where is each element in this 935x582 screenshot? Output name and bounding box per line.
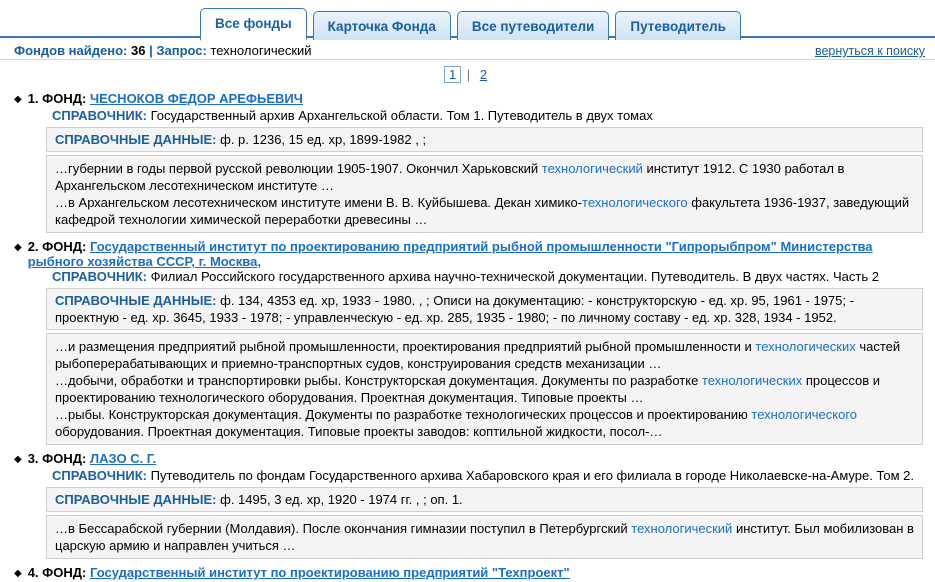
reference-value: ф. 134, 4353 ед. хр, 1933 - 1980. , ; Описи на документацию: - конструкторскую - ед. хр. 95, 1961 - 1975; - проектную - ед. хр. 3645, 1933 - 1978; - управленческую - ед. хр. 285, 1935 - 1980; - по личному составу - ед. хр. 328, 1934 - 1952. — [55, 293, 854, 325]
tab-bar — [0, 0, 935, 38]
guide-value: Государственный архив Архангельской области. Том 1. Путеводитель в двух томах — [150, 108, 653, 123]
reference-data — [46, 487, 923, 512]
snippet-text: …в Бессарабской губернии (Молдавия). После окончания гимназии поступил в Петербургский — [55, 521, 632, 536]
result-title — [28, 451, 156, 466]
bullet-icon: ◆ — [14, 568, 22, 579]
snippet-text: …рыбы. Конструкторская документация. Документы по разработке технологических процессов и проектированию — [55, 407, 752, 422]
fond-name-link[interactable]: Государственный институт по проектированию предприятий рыбной промышленности "Гипрорыбпром" Министерства рыбного хозяйства СССР, г. Москва, — [27, 239, 873, 269]
reference-value: ф. 1495, 3 ед. хр, 1920 - 1974 гг. , ; оп. 1. — [220, 492, 463, 507]
result-index: 3. — [27, 451, 39, 466]
query-label: Запрос: — [156, 43, 207, 58]
tab-all-guides[interactable] — [457, 11, 610, 40]
snippet — [55, 194, 914, 228]
found-count: 36 — [131, 43, 146, 58]
fond-label: ФОНД: — [42, 91, 87, 106]
snippet-text: факультета 1936-1937, заведующий кафедрой технологии химической переработки древесины … — [55, 195, 910, 227]
tab-list — [200, 0, 935, 38]
found-label: Фондов найдено: — [14, 43, 128, 58]
reference-data — [46, 127, 923, 152]
highlighted-term: технологических — [755, 339, 856, 354]
pager-divider: | — [466, 67, 471, 82]
result-index: 2. — [27, 239, 39, 254]
snippet — [55, 372, 914, 406]
tab-fund-card[interactable] — [313, 11, 451, 40]
tab-all-funds-label: Все фонды — [215, 16, 292, 31]
tab-fund-card-label: Карточка Фонда — [327, 19, 436, 34]
reference-label: СПРАВОЧНЫЕ ДАННЫЕ: — [55, 293, 217, 308]
reference-label: СПРАВОЧНЫЕ ДАННЫЕ: — [55, 492, 217, 507]
tab-guide-label: Путеводитель — [630, 19, 726, 34]
result-item — [14, 239, 923, 445]
query-value: технологический — [210, 43, 312, 58]
highlighted-term: технологического — [582, 195, 688, 210]
guide-label: СПРАВОЧНИК: — [52, 269, 147, 284]
guide-value: Филиал Российского государственного архива научно-технической документации. Путеводитель. В двух частях. Часть 2 — [150, 269, 879, 284]
results-info-bar — [0, 38, 935, 60]
guide-label: СПРАВОЧНИК: — [52, 468, 147, 483]
snippet-text: …в Архангельском лесотехническом институте имени В. В. Куйбышева. Декан химико- — [55, 195, 583, 210]
guide-label: СПРАВОЧНИК: — [52, 108, 147, 123]
fond-name-link[interactable]: ЛАЗО С. Г. — [89, 451, 157, 466]
highlighted-term: технологический — [541, 161, 643, 176]
snippet — [55, 406, 914, 440]
snippet-text: процессов и проектированию технологического оборудования. Проектная документация. Типовые проекты … — [55, 373, 881, 405]
result-index: 4. — [27, 565, 39, 580]
pagination — [0, 60, 935, 87]
back-to-search-link[interactable]: вернуться к поиску — [814, 44, 925, 58]
result-title — [28, 91, 303, 106]
result-guide — [14, 108, 923, 124]
fond-name-link[interactable]: Государственный институт по проектированию предприятий "Техпроект" — [89, 565, 570, 580]
snippet-text: институт. Был мобилизован в царскую армию и направлен учиться … — [55, 521, 914, 553]
result-guide — [14, 269, 923, 285]
snippet-box — [46, 515, 923, 559]
result-title — [28, 239, 923, 269]
snippet — [55, 338, 914, 372]
info-separator: | — [149, 43, 153, 58]
page-2-button[interactable]: 2 — [479, 67, 488, 82]
snippet-box — [46, 155, 923, 233]
snippet-text: частей рыбоперерабатывающих и приемно-транспортных судов, конструирования средств механизации … — [55, 339, 901, 371]
snippet-text: …губернии в годы первой русской революции 1905-1907. Окончил Харьковский — [55, 161, 542, 176]
bullet-icon: ◆ — [14, 94, 22, 105]
highlighted-term: технологический — [631, 521, 733, 536]
result-header — [14, 565, 923, 582]
page-1-button[interactable]: 1 — [444, 66, 461, 83]
tab-guide[interactable] — [615, 11, 741, 40]
result-header — [14, 451, 923, 468]
result-guide — [14, 468, 923, 484]
bullet-icon: ◆ — [14, 454, 22, 465]
reference-value: ф. р. 1236, 15 ед. хр, 1899-1982 , ; — [220, 132, 427, 147]
fond-label: ФОНД: — [42, 451, 87, 466]
fond-label: ФОНД: — [42, 565, 87, 580]
result-item — [14, 565, 923, 582]
result-title — [28, 565, 570, 580]
bullet-icon: ◆ — [14, 242, 22, 253]
result-header — [14, 239, 923, 269]
highlighted-term: технологического — [751, 407, 858, 422]
snippet-text: …добычи, обработки и транспортировки рыбы. Конструкторская документация. Документы по разработке — [55, 373, 702, 388]
fond-name-link[interactable]: ЧЕСНОКОВ ФЕДОР АРЕФЬЕВИЧ — [89, 91, 303, 106]
results-list — [0, 87, 935, 582]
snippet — [55, 520, 914, 554]
guide-value: Путеводитель по фондам Государственного архива Хабаровского края и его филиала в городе Николаевске-на-Амуре. Том 2. — [150, 468, 915, 483]
snippet-text: институт 1912. С 1930 работал в Архангельском лесотехническом институте … — [55, 161, 845, 193]
snippet-text: оборудования. Проектная документация. Типовые проекты заводов: коптильной жидкости, посол-… — [55, 424, 663, 439]
highlighted-term: технологических — [701, 373, 803, 388]
snippet-text: …и размещения предприятий рыбной промышленности, проектирования предприятий рыбной промышленности и — [55, 339, 756, 354]
fond-label: ФОНД: — [42, 239, 87, 254]
snippet — [55, 160, 914, 194]
result-item — [14, 91, 923, 233]
tab-all-funds[interactable] — [200, 8, 307, 41]
result-item — [14, 451, 923, 559]
snippet-box — [46, 333, 923, 445]
result-index: 1. — [27, 91, 39, 106]
result-header — [14, 91, 923, 108]
reference-data — [46, 288, 923, 330]
tab-all-guides-label: Все путеводители — [471, 19, 595, 34]
reference-label: СПРАВОЧНЫЕ ДАННЫЕ: — [55, 132, 217, 147]
